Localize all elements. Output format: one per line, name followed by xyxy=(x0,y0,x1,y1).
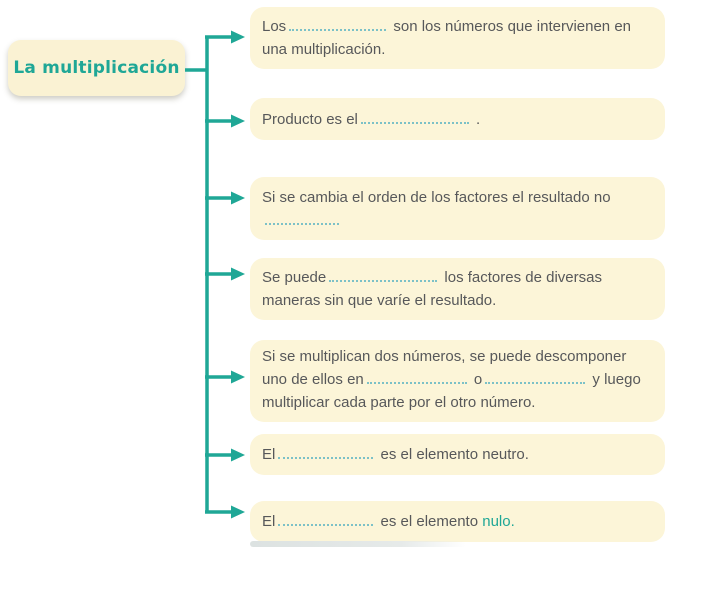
highlighted-word: nulo. xyxy=(478,513,515,530)
statement-text: Si se cambia el orden de los factores el resultado no xyxy=(262,189,611,206)
statement-text: y luego multiplicar cada parte por el otro número. xyxy=(262,371,641,411)
statement-box-6 xyxy=(250,434,665,475)
statement-text: Producto es el xyxy=(262,111,358,128)
branch-arrow-icon xyxy=(205,192,245,205)
statement-box-1 xyxy=(250,7,665,69)
statement-text: o xyxy=(469,371,483,388)
statement-box-4 xyxy=(250,258,665,320)
branch-arrow-icon xyxy=(205,268,245,281)
statement-text: El xyxy=(262,446,276,463)
fill-in-blank[interactable] xyxy=(265,212,339,225)
branch-arrow-icon xyxy=(205,371,245,384)
fill-in-blank[interactable] xyxy=(278,446,373,459)
statement-box-5 xyxy=(250,340,665,422)
statement-text: . xyxy=(471,111,481,128)
fill-in-blank[interactable] xyxy=(485,371,585,384)
branch-arrow-icon xyxy=(205,506,245,519)
fill-in-blank[interactable] xyxy=(278,513,373,526)
statement-box-2 xyxy=(250,98,665,140)
fill-in-blank[interactable] xyxy=(289,18,386,31)
statement-text: es el elemento xyxy=(376,513,479,530)
topic-title-box xyxy=(8,40,185,96)
topic-title: La multiplicación xyxy=(13,58,180,78)
statement-text: son los números que intervienen en una multiplicación. xyxy=(262,18,632,58)
fill-in-blank[interactable] xyxy=(329,269,437,282)
connector-spine xyxy=(185,37,207,512)
statement-box-3 xyxy=(250,177,665,240)
cutoff-element-shadow xyxy=(250,541,466,547)
statement-text: los factores de diversas maneras sin que varíe el resultado. xyxy=(262,269,602,309)
statement-text: Si se multiplican dos números, se puede descomponer uno de ellos en xyxy=(262,348,627,388)
branch-arrow-icon xyxy=(205,115,245,128)
statement-text: Se puede xyxy=(262,269,327,286)
fill-in-blank[interactable] xyxy=(367,371,467,384)
statement-box-7 xyxy=(250,501,665,542)
statement-text: El xyxy=(262,513,276,530)
statement-text: es el elemento neutro. xyxy=(376,446,529,463)
fill-in-blank[interactable] xyxy=(361,111,469,124)
branch-arrow-icon xyxy=(205,31,245,44)
branch-arrow-icon xyxy=(205,449,245,462)
statement-text: Los xyxy=(262,18,287,35)
